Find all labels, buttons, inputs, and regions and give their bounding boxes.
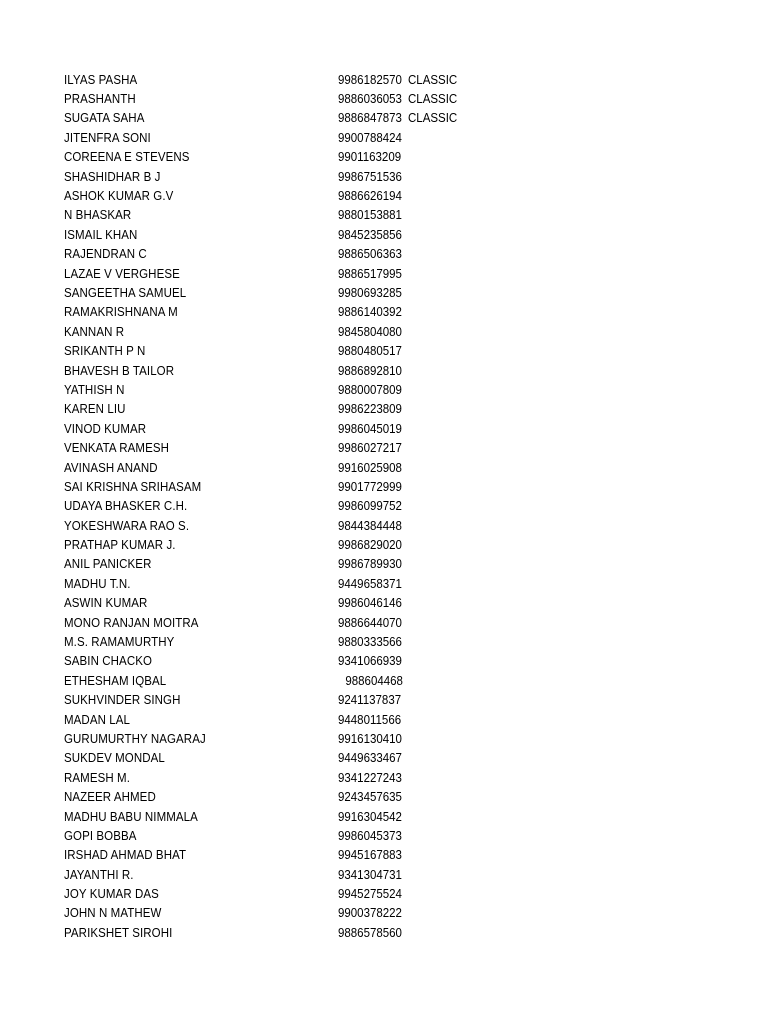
- contact-phone: 9341227243: [338, 770, 402, 785]
- contact-name: VENKATA RAMESH: [64, 441, 170, 456]
- contact-phone: 9945275524: [338, 887, 402, 902]
- contact-row: [64, 458, 484, 477]
- contact-name: KAREN LIU: [64, 402, 126, 417]
- contact-name: BHAVESH B TAILOR: [64, 363, 175, 378]
- contact-row: [64, 264, 484, 283]
- contact-row: [64, 613, 484, 632]
- contact-plan: CLASSIC: [408, 92, 458, 107]
- contact-row: [64, 652, 484, 671]
- contact-phone: 9880007809: [338, 382, 402, 397]
- contact-row: [64, 341, 484, 360]
- contact-row: [64, 904, 484, 923]
- contact-name: UDAYA BHASKER C.H.: [64, 499, 188, 514]
- contact-phone: 9945167883: [338, 848, 402, 863]
- contact-phone: 9901163209: [338, 150, 402, 165]
- contact-row: [64, 497, 484, 516]
- contact-phone: 9886847873: [338, 111, 402, 126]
- contact-phone: 9886578560: [338, 925, 402, 940]
- contact-phone: 9886517995: [338, 266, 402, 281]
- contact-name: MADHU T.N.: [64, 576, 131, 591]
- contact-row: [64, 787, 484, 806]
- contact-name: JAYANTHI R.: [64, 867, 134, 882]
- contact-row: [64, 128, 484, 147]
- contact-row: [64, 865, 484, 884]
- contact-phone: 9986223809: [338, 402, 402, 417]
- contact-row: [64, 245, 484, 264]
- contact-name: SAI KRISHNA SRIHASAM: [64, 479, 202, 494]
- contact-row: [64, 477, 484, 496]
- contact-name: JITENFRA SONI: [64, 130, 151, 145]
- contact-phone: 9986829020: [338, 538, 402, 553]
- contact-name: LAZAE V VERGHESE: [64, 266, 180, 281]
- contact-phone: 9986045373: [338, 828, 402, 843]
- contact-name: ASWIN KUMAR: [64, 596, 148, 611]
- contact-row: [64, 283, 484, 302]
- contact-phone: 9986789930: [338, 557, 402, 572]
- contact-phone: 9916304542: [338, 809, 402, 824]
- contact-name: ETHESHAM IQBAL: [64, 673, 167, 688]
- contact-phone: 9880153881: [338, 208, 402, 223]
- contact-name: YATHISH N: [64, 382, 125, 397]
- contact-name: GURUMURTHY NAGARAJ: [64, 731, 206, 746]
- contact-name: ILYAS PASHA: [64, 72, 138, 87]
- contact-row: [64, 167, 484, 186]
- contact-name: SRIKANTH P N: [64, 344, 146, 359]
- contact-name: VINOD KUMAR: [64, 421, 147, 436]
- contact-row: [64, 729, 484, 748]
- contact-name: AVINASH ANAND: [64, 460, 158, 475]
- contact-name: KANNAN R: [64, 324, 125, 339]
- contact-phone: 9449658371: [338, 576, 402, 591]
- contact-row: [64, 419, 484, 438]
- contact-phone: 9241137837: [338, 693, 402, 708]
- contact-row: [64, 438, 484, 457]
- contact-row: [64, 380, 484, 399]
- contact-phone: 9886140392: [338, 305, 402, 320]
- contact-name: JOY KUMAR DAS: [64, 887, 159, 902]
- contact-row: [64, 884, 484, 903]
- contact-name: RAMESH M.: [64, 770, 131, 785]
- contact-row: [64, 846, 484, 865]
- contact-row: [64, 322, 484, 341]
- contact-name: YOKESHWARA RAO S.: [64, 518, 190, 533]
- contact-row: [64, 535, 484, 554]
- contact-phone: 9845235856: [338, 227, 402, 242]
- contact-name: ASHOK KUMAR G.V: [64, 189, 174, 204]
- contact-phone: 9986046146: [338, 596, 402, 611]
- contact-phone: 9243457635: [338, 790, 402, 805]
- contact-name: M.S. RAMAMURTHY: [64, 635, 175, 650]
- contact-name: SABIN CHACKO: [64, 654, 153, 669]
- contact-phone: 9901772999: [338, 479, 402, 494]
- contact-row: [64, 768, 484, 787]
- contact-phone: 9986182570: [338, 72, 402, 87]
- contact-name: NAZEER AHMED: [64, 790, 156, 805]
- contact-name: JOHN N MATHEW: [64, 906, 162, 921]
- contact-phone: 9449633467: [338, 751, 402, 766]
- contact-phone: 9916130410: [338, 731, 402, 746]
- contact-name: SUKHVINDER SINGH: [64, 693, 181, 708]
- contact-name: SANGEETHA SAMUEL: [64, 285, 187, 300]
- contact-name: MADAN LAL: [64, 712, 131, 727]
- contact-row: [64, 749, 484, 768]
- contact-phone: 9986751536: [338, 169, 402, 184]
- contact-phone: 9880480517: [338, 344, 402, 359]
- contact-name: ANIL PANICKER: [64, 557, 152, 572]
- contact-phone: 988604468: [345, 673, 403, 688]
- contact-name: COREENA E STEVENS: [64, 150, 190, 165]
- contact-name: SUKDEV MONDAL: [64, 751, 165, 766]
- contact-row: [64, 186, 484, 205]
- contact-row: [64, 70, 484, 89]
- contact-name: IRSHAD AHMAD BHAT: [64, 848, 187, 863]
- contact-row: [64, 206, 484, 225]
- contact-name: ISMAIL KHAN: [64, 227, 138, 242]
- contact-name: PRASHANTH: [64, 92, 136, 107]
- contact-list: [64, 70, 484, 943]
- contact-phone: 9448011566: [338, 712, 402, 727]
- contact-phone: 9986099752: [338, 499, 402, 514]
- contact-name: SHASHIDHAR B J: [64, 169, 161, 184]
- contact-row: [64, 400, 484, 419]
- contact-phone: 9341066939: [338, 654, 402, 669]
- contact-name: RAJENDRAN C: [64, 247, 147, 262]
- contact-row: [64, 89, 484, 108]
- contact-phone: 9886036053: [338, 92, 402, 107]
- contact-row: [64, 361, 484, 380]
- contact-row: [64, 632, 484, 651]
- contact-row: [64, 148, 484, 167]
- contact-name: PRATHAP KUMAR J.: [64, 538, 176, 553]
- contact-phone: 9845804080: [338, 324, 402, 339]
- contact-row: [64, 225, 484, 244]
- contact-plan: CLASSIC: [408, 111, 458, 126]
- contact-name: RAMAKRISHNANA M: [64, 305, 178, 320]
- contact-phone: 9986027217: [338, 441, 402, 456]
- contact-name: N BHASKAR: [64, 208, 132, 223]
- contact-row: [64, 574, 484, 593]
- contact-row: [64, 555, 484, 574]
- contact-name: MADHU BABU NIMMALA: [64, 809, 198, 824]
- contact-phone: 9886626194: [338, 189, 402, 204]
- contact-row: [64, 516, 484, 535]
- contact-name: GOPI BOBBA: [64, 828, 137, 843]
- contact-phone: 9886644070: [338, 615, 402, 630]
- contact-name: MONO RANJAN MOITRA: [64, 615, 199, 630]
- contact-phone: 9900378222: [338, 906, 402, 921]
- contact-phone: 9886892810: [338, 363, 402, 378]
- contact-phone: 9844384448: [338, 518, 402, 533]
- contact-phone: 9916025908: [338, 460, 402, 475]
- contact-phone: 9986045019: [338, 421, 402, 436]
- contact-row: [64, 303, 484, 322]
- contact-phone: 9886506363: [338, 247, 402, 262]
- contact-row: [64, 710, 484, 729]
- contact-row: [64, 594, 484, 613]
- contact-row: [64, 671, 484, 690]
- contact-name: SUGATA SAHA: [64, 111, 145, 126]
- contact-phone: 9980693285: [338, 285, 402, 300]
- contact-row: [64, 109, 484, 128]
- contact-row: [64, 923, 484, 942]
- contact-phone: 9880333566: [338, 635, 402, 650]
- contact-phone: 9900788424: [338, 130, 402, 145]
- contact-plan: CLASSIC: [408, 72, 458, 87]
- contact-phone: 9341304731: [338, 867, 402, 882]
- contact-row: [64, 807, 484, 826]
- contact-row: [64, 691, 484, 710]
- contact-row: [64, 826, 484, 845]
- contact-name: PARIKSHET SIROHI: [64, 925, 173, 940]
